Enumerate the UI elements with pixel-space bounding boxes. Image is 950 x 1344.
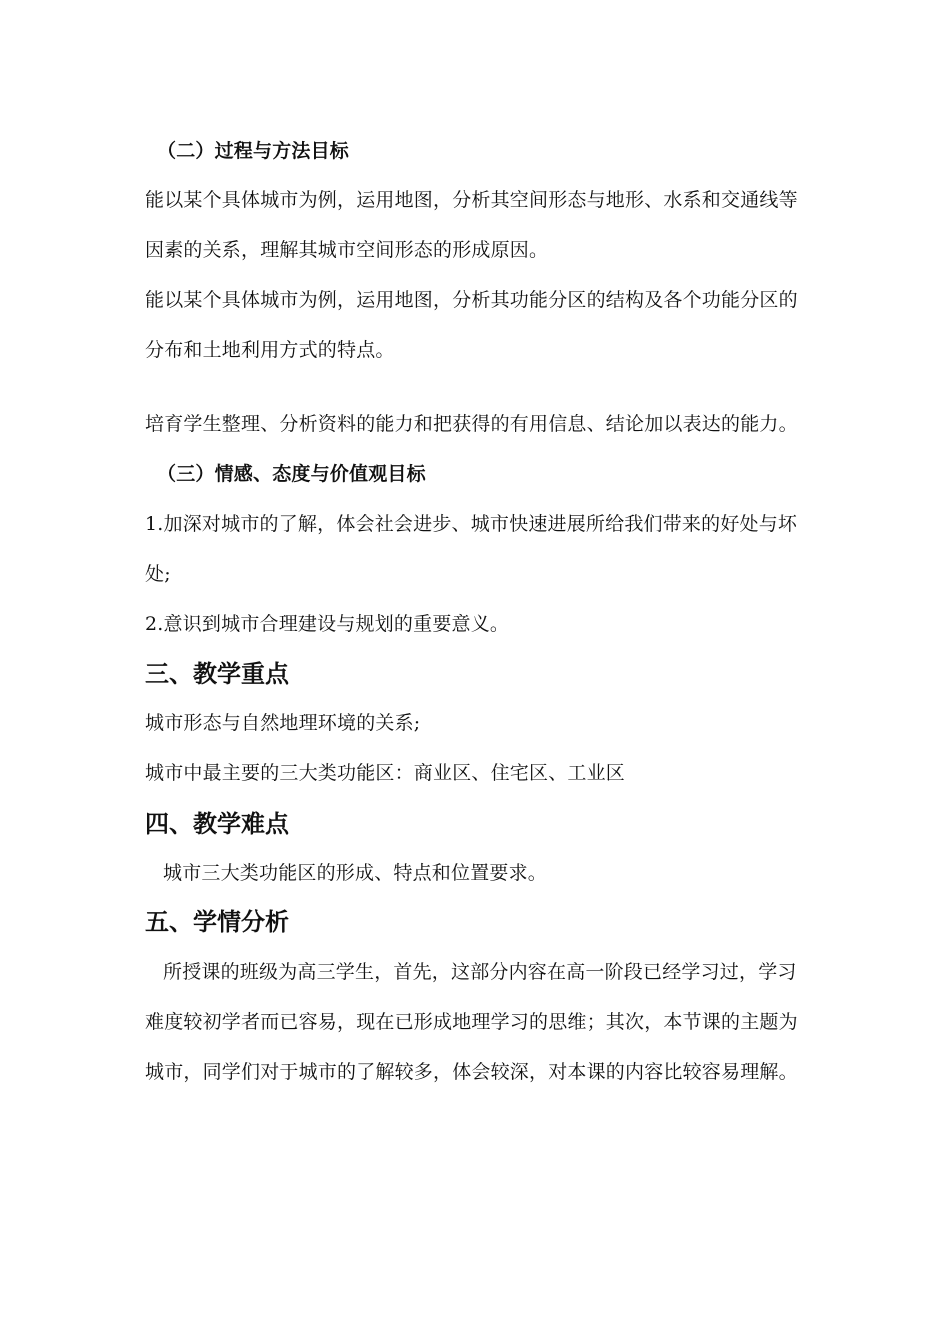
- paragraph-line: 培育学生整理、分析资料的能力和把获得的有用信息、结论加以表达的能力。: [145, 413, 798, 435]
- paragraph-line: 城市，同学们对于城市的了解较多，体会较深，对本课的内容比较容易理解。: [145, 1061, 798, 1083]
- list-item-continuation: 处;: [145, 563, 171, 585]
- paragraph-line: 分布和土地利用方式的特点。: [145, 339, 395, 361]
- paragraph-line: 能以某个具体城市为例，运用地图，分析其功能分区的结构及各个功能分区的: [145, 289, 798, 311]
- paragraph-line: 能以某个具体城市为例，运用地图，分析其空间形态与地形、水系和交通线等: [145, 189, 798, 211]
- paragraph-line: 难度较初学者而已容易，现在已形成地理学习的思维；其次，本节课的主题为: [145, 1011, 798, 1033]
- paragraph-line: 因素的关系，理解其城市空间形态的形成原因。: [145, 239, 549, 261]
- paragraph-line: 城市三大类功能区的形成、特点和位置要求。: [163, 862, 548, 884]
- subsection-title-process-methods: （二）过程与方法目标: [157, 140, 350, 162]
- list-item: 1.加深对城市的了解，体会社会进步、城市快速进展所给我们带来的好处与坏: [145, 513, 798, 535]
- section-heading-student-analysis: 五、学情分析: [145, 907, 289, 936]
- paragraph-line: 城市形态与自然地理环境的关系;: [145, 712, 421, 734]
- paragraph-line: 城市中最主要的三大类功能区：商业区、住宅区、工业区: [145, 762, 626, 784]
- paragraph-line: 所授课的班级为高三学生，首先，这部分内容在高一阶段已经学习过，学习: [163, 961, 797, 983]
- section-heading-key-points: 三、教学重点: [145, 659, 289, 688]
- list-item: 2.意识到城市合理建设与规划的重要意义。: [145, 613, 510, 635]
- section-heading-difficulties: 四、教学难点: [145, 809, 289, 838]
- subsection-title-attitude-values: （三）情感、态度与价值观目标: [157, 463, 426, 485]
